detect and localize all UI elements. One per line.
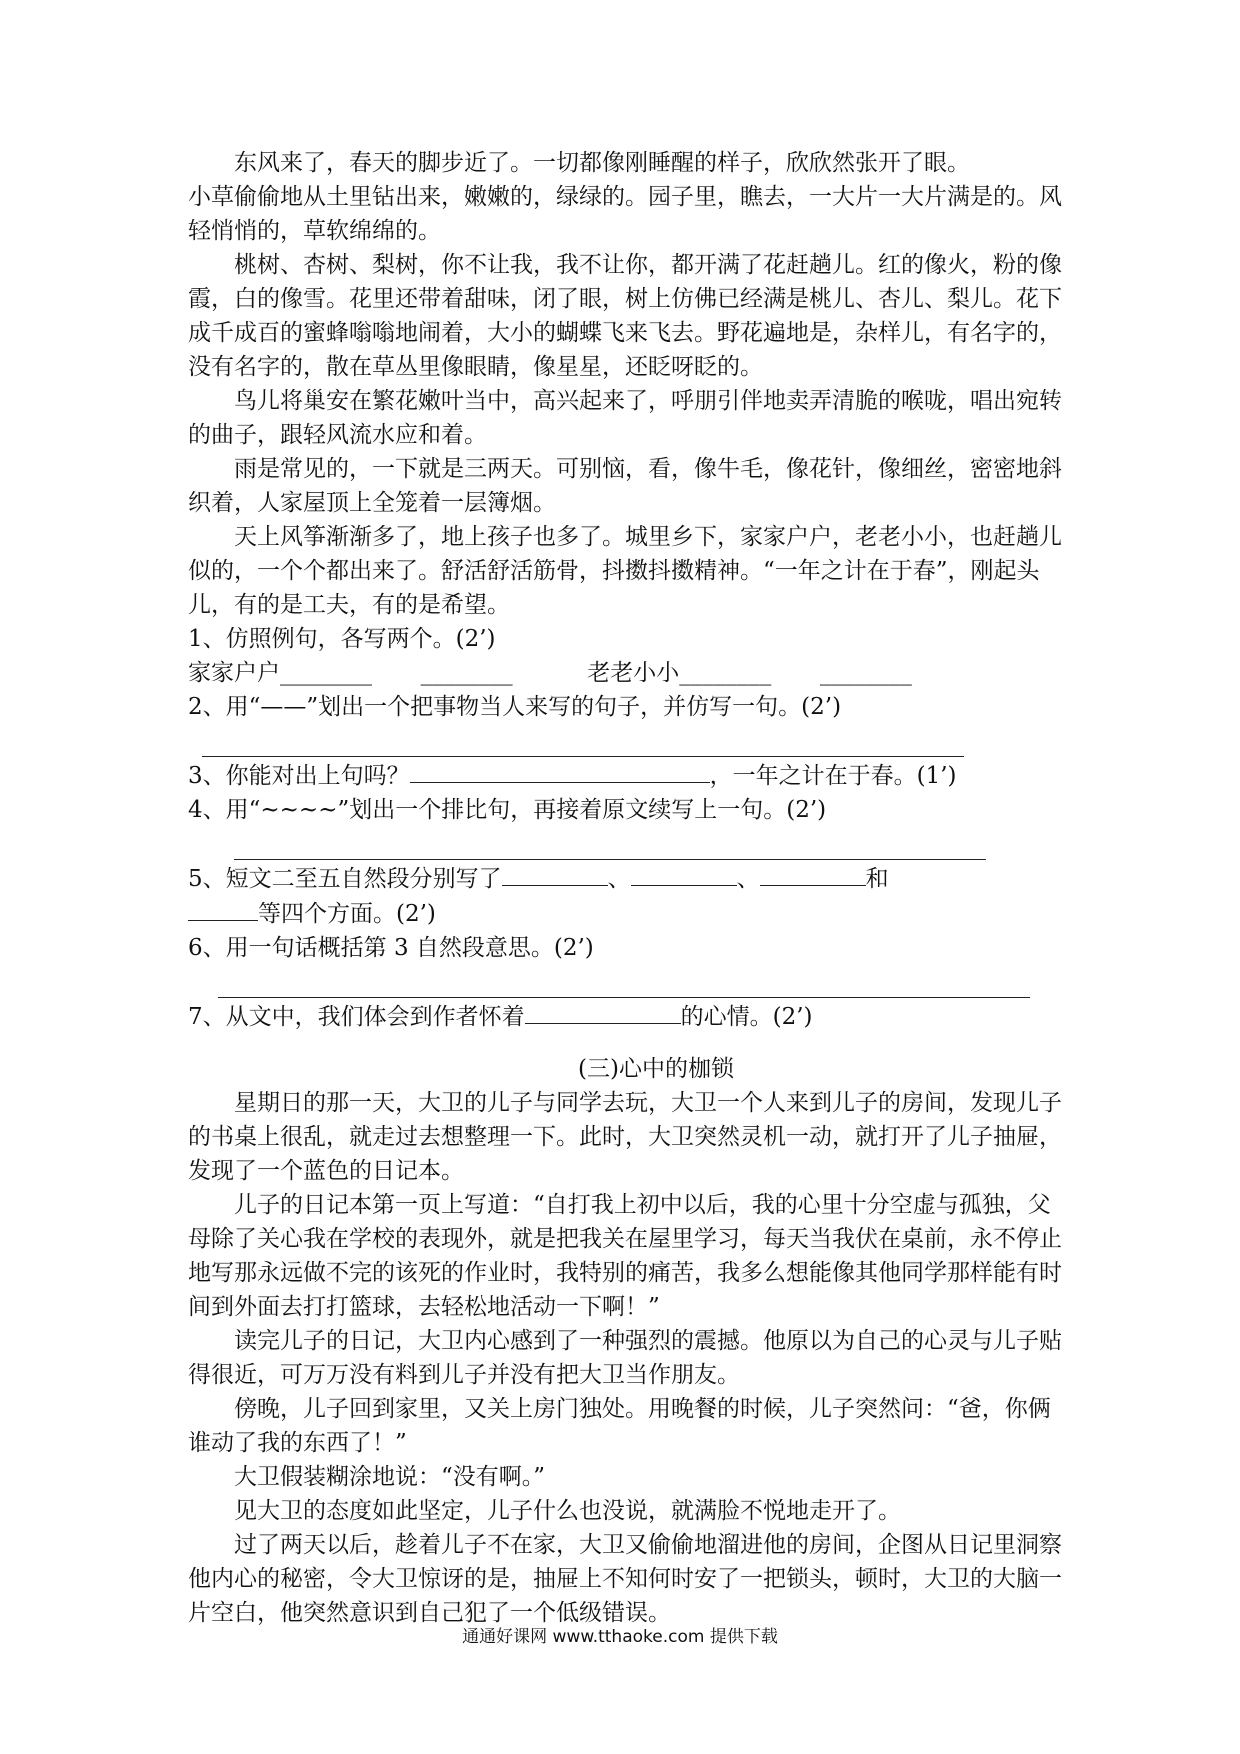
passage-paragraph-1b: 小草偷偷地从土里钻出来，嫩嫩的，绿绿的。园子里，瞧去，一大片一大片满是的。风轻悄悄的，草软绵绵的。 — [188, 184, 1062, 244]
q2-answer-row — [188, 724, 1068, 758]
passage-paragraph-2: 桃树、杏树、梨树，你不让我，我不让你，都开满了花赶趟儿。红的像火，粉的像霞，白的像雪。花里还带着甜味，闭了眼，树上仿佛已经满是桃儿、杏儿、梨儿。花下成千成百的蜜蜂嗡嗡地闹着，大小的蝴蝶飞来飞去。野花遍地是，杂样儿，有名字的，没有名字的，散在草丛里像眼睛，像星星，还眨呀眨的。 — [188, 252, 1062, 380]
passage-3-paragraph-7: 过了两天以后，趁着儿子不在家，大卫又偷偷地溜进他的房间，企图从日记里洞察他内心的秘密，令大卫惊讶的是，抽屉上不知何时安了一把锁头，顿时，大卫的大脑一片空白，他突然意识到自己犯了一个低级错误。 — [188, 1532, 1062, 1626]
passage-3-paragraph-5: 大卫假装糊涂地说：“没有啊。” — [234, 1464, 546, 1490]
q7-answer-line[interactable] — [525, 999, 681, 1024]
passage-3-paragraph-1: 星期日的那一天，大卫的儿子与同学去玩，大卫一个人来到儿子的房间，发现儿子的书桌上很乱，就走过去想整理一下。此时，大卫突然灵机一动，就打开了儿子抽屉，发现了一个蓝色的日记本。 — [188, 1090, 1062, 1184]
q5-blank-2[interactable] — [631, 861, 737, 886]
q5-suffix: 等四个方面。(2’) — [258, 901, 436, 927]
passage-paragraph-4: 雨是常见的，一下就是三两天。可别恼，看，像牛毛，像花针，像细丝，密密地斜织着，人家屋顶上全笼着一层簿烟。 — [188, 456, 1062, 516]
passage-3-paragraph-6: 见大卫的态度如此坚定，儿子什么也没说，就满脸不悦地走开了。 — [234, 1498, 901, 1524]
q1-blank-c[interactable]: 老老小小________ — [587, 660, 772, 686]
q3-suffix: ，一年之计在于春。(1’) — [709, 763, 957, 789]
q2-answer-line[interactable] — [202, 732, 964, 757]
passage-paragraph-3: 鸟儿将巢安在繁花嫩叶当中，高兴起来了，呼朋引伴地卖弄清脆的喉咙，唱出宛转的曲子，跟轻风流水应和着。 — [188, 388, 1062, 448]
passage-3-title: (三)心中的枷锁 — [578, 1056, 734, 1082]
q1-blank-a[interactable]: 家家户户________ — [188, 660, 372, 686]
q4-answer-line[interactable] — [234, 835, 986, 860]
question-3 — [188, 758, 1068, 793]
question-4: 4、用“~~~~”划出一个排比句，再接着原文续写上一句。(2’) — [188, 797, 827, 823]
q6-answer-line[interactable] — [218, 973, 1030, 998]
q6-answer-row — [188, 965, 1068, 999]
q5-blank-3[interactable] — [760, 861, 866, 886]
worksheet-page — [188, 146, 1068, 1630]
q3-prefix: 3、你能对出上句吗？ — [188, 763, 410, 789]
passage-3-paragraph-3: 读完儿子的日记，大卫内心感到了一种强烈的震撼。他原以为自己的心灵与儿子贴得很近，可万万没有料到儿子并没有把大卫当作朋友。 — [188, 1328, 1062, 1388]
q5-prefix: 5、短文二至五自然段分别写了 — [188, 866, 502, 892]
q5-and: 和 — [865, 866, 889, 892]
q7-prefix: 7、从文中，我们体会到作者怀着 — [188, 1004, 525, 1030]
question-2: 2、用“——”划出一个把事物当人来写的句子，并仿写一句。(2’) — [188, 694, 842, 720]
q3-answer-line[interactable] — [410, 758, 710, 783]
q5-separator-2: 、 — [736, 866, 760, 892]
q5-blank-1[interactable] — [502, 861, 608, 886]
passage-3-paragraph-2: 儿子的日记本第一页上写道：“自打我上初中以后，我的心里十分空虚与孤独，父母除了关心我在学校的表现外，就是把我关在屋里学习，每天当我伏在桌前，永不停止地写那永远做不完的该死的作业时，我特别的痛苦，我多么想能像其他同学那样能有时间到外面去打打篮球，去轻松地活动一下啊！” — [188, 1192, 1062, 1320]
passage-paragraph-1a: 东风来了，春天的脚步近了。一切都像刚睡醒的样子，欣欣然张开了眼。 — [234, 150, 970, 176]
q1-blank-b[interactable]: ________ — [420, 660, 513, 686]
question-1: 1、仿照例句，各写两个。(2’) — [188, 626, 496, 652]
question-7 — [188, 999, 1068, 1034]
passage-3-paragraph-4: 傍晚，儿子回到家里，又关上房门独处。用晚餐的时候，儿子突然问：“爸，你俩谁动了我的东西了！” — [188, 1396, 1051, 1456]
question-1-blanks — [188, 656, 1068, 690]
question-6: 6、用一句话概括第 3 自然段意思。(2’) — [188, 935, 594, 961]
q7-suffix: 的心情。(2’) — [680, 1004, 813, 1030]
q4-answer-row — [188, 827, 1068, 861]
q5-blank-4[interactable] — [188, 896, 258, 921]
q1-blank-d[interactable]: ________ — [819, 660, 912, 686]
question-5-cont — [188, 896, 1068, 931]
passage-paragraph-5: 天上风筝渐渐多了，地上孩子也多了。城里乡下，家家户户，老老小小，也赶趟儿似的，一个个都出来了。舒活舒活筋骨，抖擞抖擞精神。“一年之计在于春”，刚起头儿，有的是工夫，有的是希望。 — [188, 524, 1062, 618]
q5-separator-1: 、 — [607, 866, 631, 892]
question-5 — [188, 861, 1068, 896]
footer-source: 通通好课网 www.tthaoke.com 提供下载 — [462, 1627, 778, 1647]
